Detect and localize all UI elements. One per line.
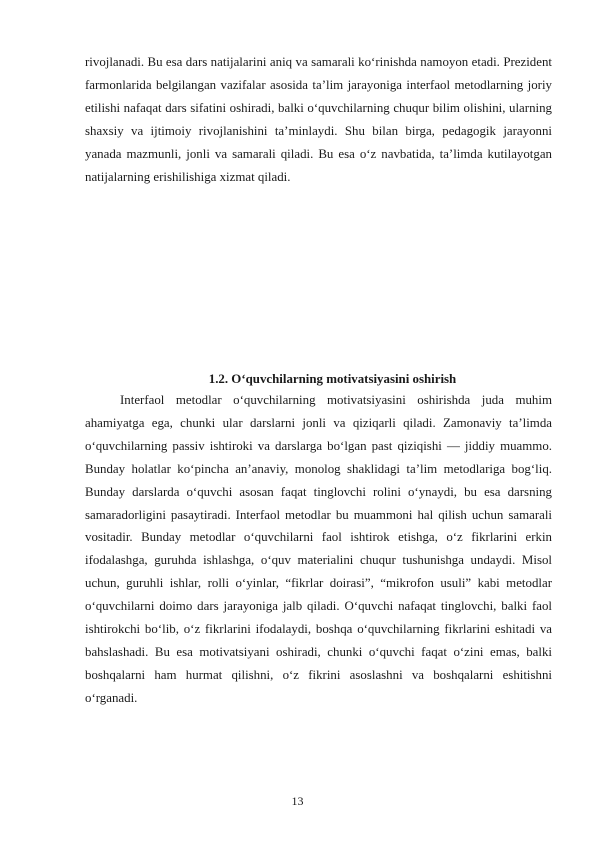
body-paragraph-intro: rivojlanadi. Bu esa dars natijalarini aniq va samarali ko‘rinishda namoyon etadi. Prezident farmonlarida belgilangan vazifalar asosida ta’lim jarayoniga interfaol metodlarning joriy etilishi nafaqat dars sifatini oshiradi, balki o‘quvchilarning chuqur bilim olishini, ularning shaxsiy va ijtimoiy rivojlanishini ta’minlaydi. Shu bilan birga, pedagogik jarayonni yanada mazmunli, jonli va samarali qiladi. Bu esa o‘z navbatida, ta’limda kutilayotgan natijalarning erishilishiga xizmat qiladi. [85, 55, 552, 184]
body-paragraph-motivation: Interfaol metodlar o‘quvchilarning motivatsiyasini oshirishda juda muhim ahamiyatga ega, chunki ular darslarni jonli va qiziqarli qiladi. Zamonaviy ta’limda o‘quvchilarning passiv ishtiroki va darslarga bo‘lgan past qiziqishi — jiddiy muammo. Bunday holatlar ko‘pincha an’anaviy, monolog shaklidagi ta’lim metodlariga bog‘liq. Bunday darslarda o‘quvchi asosan faqat tinglovchi rolini o‘ynaydi, bu esa darsning samaradorligini pasaytiradi. Interfaol metodlar bu muammoni hal qilish uchun samarali vositadir. Bunday metodlar o‘quvchilarni faol ishtirok etishga, o‘z fikrlarini erkin ifodalashga, guruhda ishlashga, o‘quv materialini chuqur tushunishga undaydi. Misol uchun, guruhli ishlar, rolli o‘yinlar, “fikrlar doirasi”, “mikrofon usuli” kabi metodlar o‘quvchilarni doimo dars jarayoniga jalb qiladi. O‘quvchi nafaqat tinglovchi, balki faol ishtirokchi bo‘lib, o‘z fikrlarini ifodalaydi, boshqa o‘quvchilarning fikrlarini eshitadi va bahslashadi. Bu esa motivatsiyani oshiradi, chunki o‘quvchi faqat o‘zini emas, balki boshqalarni ham hurmat qilishni, o‘z fikrini asoslashni va boshqalarni eshitishni o‘rganadi. [85, 393, 552, 705]
page-number: 13 [291, 794, 304, 808]
section-heading: 1.2. O‘quvchilarning motivatsiyasini oshirish [208, 372, 457, 386]
